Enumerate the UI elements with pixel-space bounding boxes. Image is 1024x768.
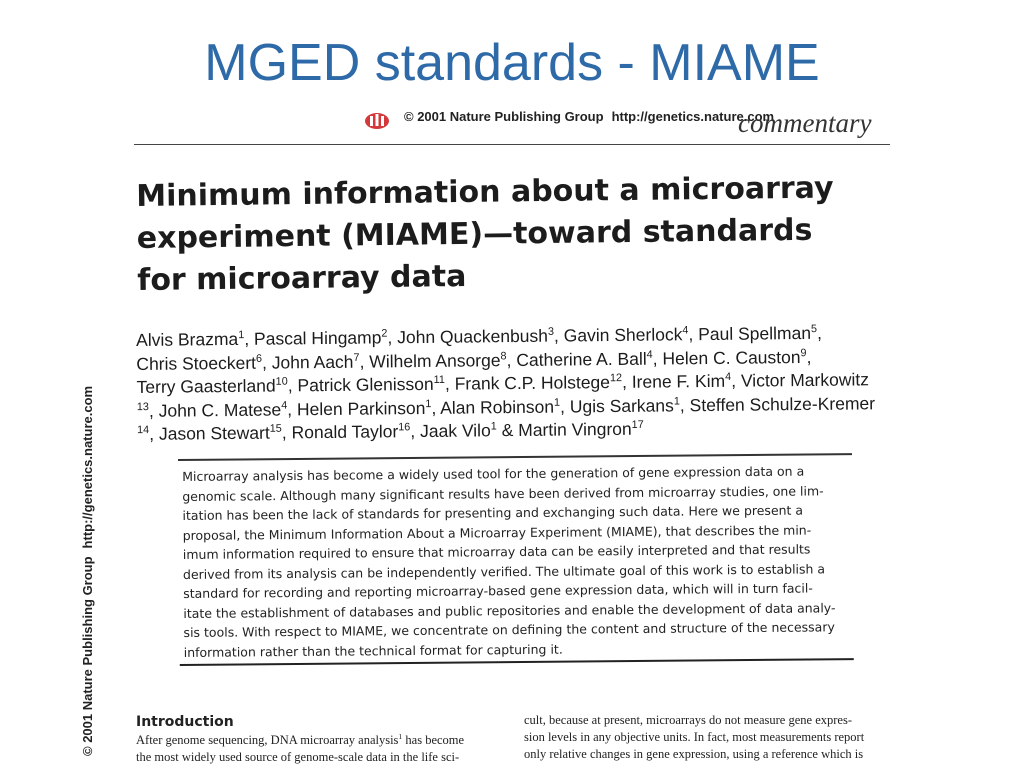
introduction-heading: Introduction <box>136 714 234 730</box>
paper-title <box>136 166 917 302</box>
author-affiliation: 7 <box>353 351 360 364</box>
header-rule <box>134 144 890 145</box>
body-column-right <box>524 712 904 763</box>
slide-title: MGED standards - MIAME <box>204 34 820 92</box>
author-name: Steffen Schulze-Kremer <box>689 392 876 415</box>
body-column-left <box>136 732 516 766</box>
author-name: Ugis Sarkans <box>569 394 674 416</box>
author-affiliation: 17 <box>631 418 644 431</box>
author-affiliation: 1 <box>238 329 245 342</box>
author-name: Irene F. Kim <box>631 370 726 392</box>
abstract-line: information rather than the technical format for capturing it. <box>183 641 563 660</box>
abstract-box <box>178 453 854 669</box>
author-name: Alan Robinson <box>440 396 555 418</box>
author-affiliation: 4 <box>281 399 288 412</box>
journal-url: http://genetics.nature.com <box>611 109 775 124</box>
author-name: John C. Matese <box>158 398 282 421</box>
author-affiliation: 6 <box>255 352 263 365</box>
author-name: Ronald Taylor <box>291 421 399 443</box>
author-name: Alvis Brazma <box>136 328 239 350</box>
abstract-line: derived from its analysis can be independently verified. The ultimate goal of this work is to establish a <box>182 560 826 582</box>
body-text: has become <box>402 733 465 747</box>
author-affiliation: 2 <box>381 327 388 340</box>
author-affiliation: 1 <box>553 396 561 409</box>
paper-title-line: Minimum information about a microarray <box>136 170 834 214</box>
author-affiliation: 3 <box>547 325 555 338</box>
abstract-line: proposal, the Minimum Information About a Microarray Experiment (MIAME), that describes the min- <box>182 521 812 543</box>
author-name: John Aach <box>271 351 354 373</box>
abstract-line: standard for recording and reporting microarray-based gene expression data, which will in turn facil- <box>183 580 813 601</box>
author-affiliation: 15 <box>269 422 282 435</box>
body-line: sion levels in any objective units. In fact, most measurements report <box>524 730 865 744</box>
author-name: Gavin Sherlock <box>563 324 683 346</box>
author-affiliation: 11 <box>433 373 445 387</box>
abstract-line: itation has been the lack of standards for presenting and exchanging such data. Here we present a <box>182 502 804 523</box>
abstract-line: imum information required to ensure that microarray data can be easily interpreted and that results <box>182 541 811 562</box>
body-line <box>136 732 516 749</box>
author-affiliation: 16 <box>398 421 411 434</box>
paper-title-line: for microarray data <box>137 258 467 298</box>
abstract-line: genomic scale. Although many significant results have been derived from microarray studies, one lim- <box>182 482 824 504</box>
abstract-line: itate the establishment of databases and public repositories and enable the development of data analy- <box>183 599 836 621</box>
author-name: Helen C. Causton <box>662 346 801 368</box>
author-affiliation: 10 <box>275 375 288 388</box>
author-line: Alvis Brazma$^1$, Pascal Hingamp$^2$, John Quackenbush$^3$, Gavin Sherlock$^4$, Paul Spellman$^5$, <box>136 322 823 350</box>
author-affiliation: 5 <box>810 323 818 336</box>
abstract-line: Microarray analysis has become a widely used tool for the generation of gene expression data on a <box>182 463 805 484</box>
side-copyright <box>80 386 95 756</box>
author-affiliation: 12 <box>609 372 623 385</box>
abstract-line: sis tools. With respect to MIAME, we concentrate on defining the content and structure of the necessary <box>183 619 835 640</box>
author-affiliation: 1 <box>425 397 432 410</box>
author-affiliation: 4 <box>682 324 689 337</box>
author-name: Jaak Vilo <box>419 420 491 442</box>
author-affiliation: 1 <box>490 420 497 433</box>
body-text: After genome sequencing, DNA microarray analysis <box>136 733 399 747</box>
copyright-text: © 2001 Nature Publishing Group <box>404 109 604 124</box>
author-list <box>136 321 927 447</box>
author-name: Helen Parkinson <box>296 397 426 419</box>
article-scan <box>60 96 960 768</box>
author-name: Chris Stoeckert <box>136 352 257 374</box>
author-name: Paul Spellman <box>698 322 812 345</box>
author-affiliation: 13 <box>136 400 149 413</box>
abstract <box>182 461 854 662</box>
author-affiliation: 4 <box>646 348 653 361</box>
abstract-top-rule <box>178 453 852 461</box>
side-url: http://genetics.nature.com <box>80 385 95 549</box>
author-name: Wilhelm Ansorge <box>369 349 501 372</box>
author-name: Victor Markowitz <box>740 369 870 391</box>
paper-title-line: experiment (MIAME)—toward standards <box>136 212 813 256</box>
author-name: Pascal Hingamp <box>253 327 382 349</box>
author-name: Jason Stewart <box>158 422 270 444</box>
author-name: John Quackenbush <box>397 325 549 348</box>
copyright-line <box>404 109 774 124</box>
footnote-ref: 1 <box>398 731 403 741</box>
author-affiliation: 4 <box>725 370 732 384</box>
author-line: $^{14}$, Jason Stewart$^{15}$, Ronald Taylor$^{16}$, Jaak Vilo$^1$ & Martin Vingron$^{17}$ <box>136 418 644 444</box>
author-name: Martin Vingron <box>518 418 632 441</box>
author-name: Terry Gaasterland <box>136 375 276 397</box>
author-name: Frank C.P. Holstege <box>454 372 611 394</box>
body-line: cult, because at present, microarrays do not measure gene expres- <box>524 713 852 727</box>
author-affiliation: 9 <box>800 346 807 359</box>
author-affiliation: 8 <box>500 349 507 362</box>
author-name: Catherine A. Ball <box>516 348 647 370</box>
author-affiliation: 1 <box>673 394 680 408</box>
author-line: Chris Stoeckert$^6$, John Aach$^7$, Wilhelm Ansorge$^8$, Catherine A. Ball$^4$, Helen C. Causton$^9$, <box>136 346 812 374</box>
section-label: commentary <box>738 108 872 138</box>
author-line: Terry Gaasterland$^{10}$, Patrick Glenisson$^{11}$, Frank C.P. Holstege$^{12}$, Irene F. Kim$^4$, Victor Markowitz <box>136 369 870 397</box>
author-affiliation: 14 <box>136 424 150 437</box>
body-line: only relative changes in gene expression, using a reference which is <box>524 747 864 761</box>
author-name: Patrick Glenisson <box>297 373 434 396</box>
author-line: $^{13}$, John C. Matese$^4$, Helen Parkinson$^1$, Alan Robinson$^1$, Ugis Sarkans$^1$, Steffen Schulze-Kremer <box>136 392 876 421</box>
journal-logo-icon <box>364 110 390 130</box>
body-line: the most widely used source of genome-scale data in the life sci- <box>136 750 460 764</box>
side-copyright-text: © 2001 Nature Publishing Group <box>80 556 95 756</box>
